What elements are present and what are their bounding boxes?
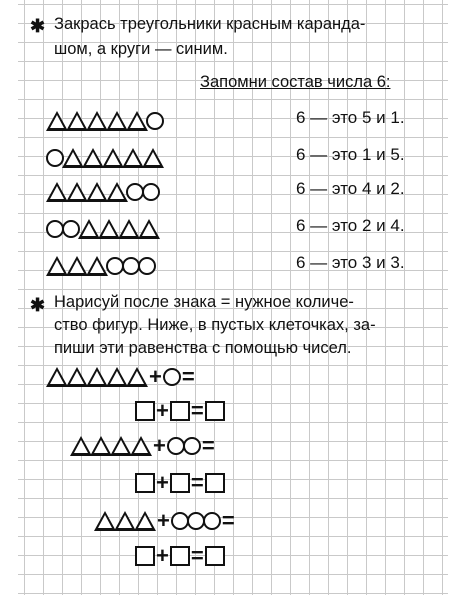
- composition-equation: 6 — это 2 и 4.: [296, 216, 405, 235]
- triangle-shape: [126, 367, 148, 387]
- triangle-shape: [46, 182, 68, 202]
- composition-equation: 6 — это 4 и 2.: [296, 179, 405, 198]
- answer-box[interactable]: [135, 546, 155, 566]
- triangle-shape: [106, 367, 128, 387]
- task2-bullet-icon: ✱: [30, 295, 46, 315]
- triangle-shape: [122, 148, 144, 168]
- triangle-shape: [66, 182, 88, 202]
- triangle-shape: [46, 256, 68, 276]
- plus-sign: +: [153, 433, 166, 458]
- answer-box[interactable]: [205, 401, 225, 421]
- triangle-shape: [98, 219, 120, 239]
- triangle-shape: [114, 511, 136, 531]
- triangle-shape: [46, 111, 68, 131]
- triangle-shape: [110, 436, 132, 456]
- triangle-shape: [134, 511, 156, 531]
- answer-box[interactable]: [205, 473, 225, 493]
- triangle-shape: [46, 367, 68, 387]
- task1-text-line1: Закрась треугольники красным каранда-: [54, 15, 366, 33]
- answer-box[interactable]: [170, 473, 190, 493]
- exercise-circles: [163, 368, 181, 386]
- triangle-shape: [118, 219, 140, 239]
- circle-shape: [142, 183, 160, 201]
- exercise-triangles: [46, 367, 148, 387]
- circle-shape: [163, 368, 181, 386]
- equals-sign: =: [221, 508, 235, 533]
- answer-row: [135, 545, 225, 567]
- triangle-shape: [90, 436, 112, 456]
- exercise-triangles: [70, 436, 152, 456]
- circle-shape: [146, 112, 164, 130]
- equals-sign: =: [181, 364, 195, 389]
- exercise-expression: [46, 366, 196, 388]
- answer-box[interactable]: [170, 401, 190, 421]
- plus-sign: +: [157, 508, 170, 533]
- plus-sign: +: [156, 543, 169, 568]
- triangle-shape: [62, 148, 84, 168]
- triangle-shape: [86, 256, 108, 276]
- triangle-shape: [86, 182, 108, 202]
- answer-row: [135, 400, 225, 422]
- task1-text-line2: шом, а круги — синим.: [54, 40, 228, 58]
- triangle-shape: [106, 111, 128, 131]
- equals-sign: =: [190, 398, 204, 423]
- triangle-shape: [138, 219, 160, 239]
- triangle-shape: [130, 436, 152, 456]
- task2-text-line3: пиши эти равенства с помощью чисел.: [54, 339, 352, 357]
- triangle-shape: [82, 148, 104, 168]
- task2-text-line2: ство фигур. Ниже, в пустых клеточках, за-: [54, 316, 376, 334]
- equals-sign: =: [190, 470, 204, 495]
- circle-shape: [203, 512, 221, 530]
- answer-box[interactable]: [170, 546, 190, 566]
- triangle-shape: [86, 367, 108, 387]
- shape-row: [46, 148, 164, 168]
- equals-sign: =: [190, 543, 204, 568]
- circle-shape: [183, 437, 201, 455]
- triangle-shape: [142, 148, 164, 168]
- triangle-shape: [66, 256, 88, 276]
- triangle-shape: [106, 182, 128, 202]
- circle-shape: [138, 257, 156, 275]
- exercise-triangles: [94, 511, 156, 531]
- triangle-shape: [102, 148, 124, 168]
- shape-row: [46, 111, 164, 131]
- triangle-shape: [86, 111, 108, 131]
- answer-box[interactable]: [135, 473, 155, 493]
- shape-row: [46, 182, 160, 202]
- exercise-expression: [70, 435, 216, 457]
- task2-text-line1: Нарисуй после знака = нужное количе-: [54, 293, 354, 311]
- answer-row: [135, 472, 225, 494]
- memo-title: Запомни состав числа 6:: [200, 73, 391, 91]
- exercise-expression: [94, 510, 236, 532]
- shape-row: [46, 219, 160, 239]
- composition-equation: 6 — это 1 и 5.: [296, 145, 405, 164]
- answer-box[interactable]: [205, 546, 225, 566]
- answer-box[interactable]: [135, 401, 155, 421]
- triangle-shape: [94, 511, 116, 531]
- plus-sign: +: [156, 470, 169, 495]
- triangle-shape: [126, 111, 148, 131]
- exercise-circles: [167, 437, 201, 455]
- shape-row: [46, 256, 156, 276]
- triangle-shape: [66, 367, 88, 387]
- plus-sign: +: [149, 364, 162, 389]
- triangle-shape: [70, 436, 92, 456]
- exercise-circles: [171, 512, 221, 530]
- composition-equation: 6 — это 5 и 1.: [296, 108, 405, 127]
- triangle-shape: [66, 111, 88, 131]
- triangle-shape: [78, 219, 100, 239]
- composition-equation: 6 — это 3 и 3.: [296, 253, 405, 272]
- plus-sign: +: [156, 398, 169, 423]
- equals-sign: =: [201, 433, 215, 458]
- task1-bullet-icon: ✱: [30, 16, 46, 36]
